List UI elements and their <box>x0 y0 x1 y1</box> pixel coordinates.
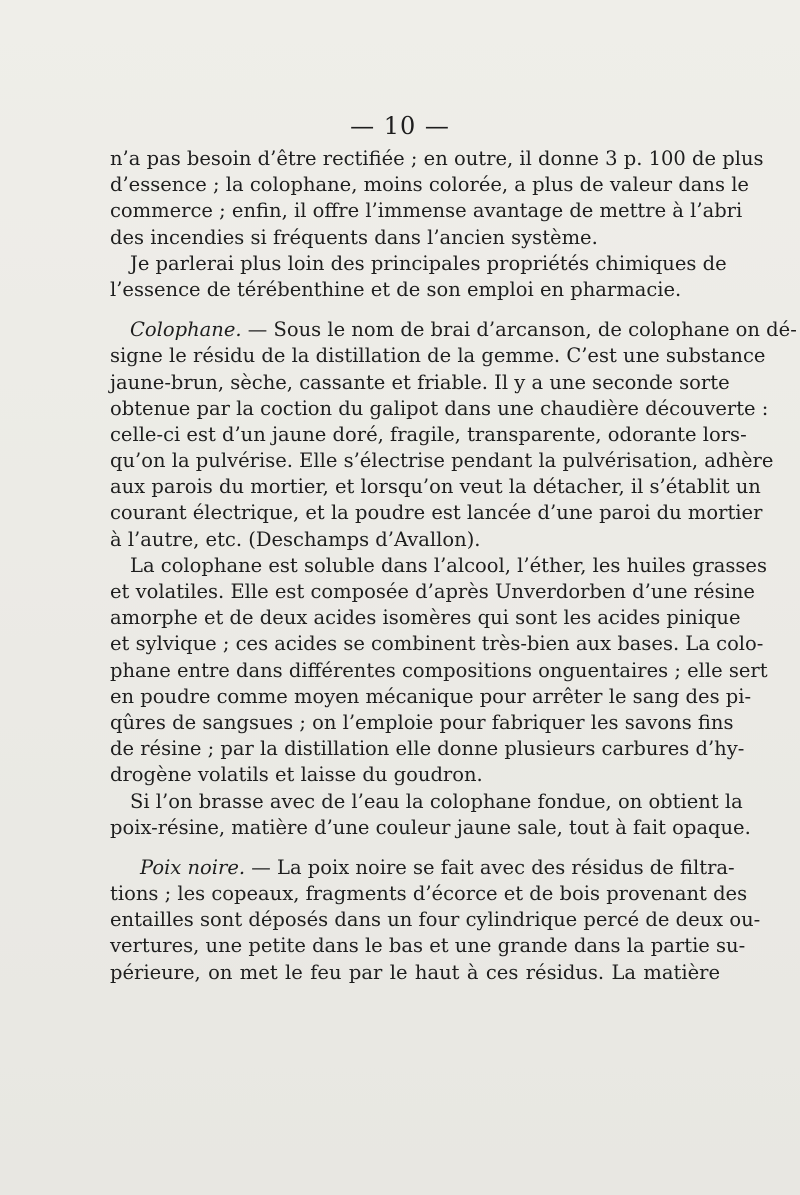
text-line: tions ; les copeaux, fragments d’écorce et de bois provenant des <box>110 882 748 906</box>
text-fragment: — Sous le nom de brai d’arcanson, de colophane on dé- <box>241 318 797 342</box>
text-line: de résine ; par la distillation elle donne plusieurs carbures d’hy- <box>110 737 745 761</box>
text-line: jaune-brun, sèche, cassante et friable. Il y a une seconde sorte <box>110 370 730 394</box>
text-line: en poudre comme moyen mécanique pour arrêter le sang des pi- <box>110 684 752 708</box>
text-line: phane entre dans différentes compositions onguentaires ; elle sert <box>110 658 768 682</box>
text-line: amorphe et de deux acides isomères qui sont les acides pinique <box>110 606 741 630</box>
section-lead-poix-noire: Poix noire. <box>140 855 246 879</box>
text-line: commerce ; enfin, il offre l’immense avantage de mettre à l’abri <box>110 199 743 223</box>
text-fragment: — La poix noire se fait avec des résidus de filtra- <box>245 855 735 879</box>
paragraph-poix-noire <box>110 855 761 986</box>
section-lead-colophane: Colophane. <box>130 318 242 342</box>
paragraph-colophane <box>110 317 797 553</box>
text-line: courant électrique, et la poudre est lancée d’une paroi du mortier <box>110 501 763 525</box>
text-line <box>110 317 797 343</box>
text-line: des incendies si fréquents dans l’ancien système. <box>110 225 598 249</box>
paragraph <box>110 553 768 789</box>
page-body <box>110 146 797 986</box>
paragraph <box>110 146 764 251</box>
page-number: — 10 — <box>350 112 450 140</box>
text-line: qu’on la pulvérise. Elle s’électrise pendant la pulvérisation, adhère <box>110 449 774 473</box>
text-line: et sylvique ; ces acides se combinent très-bien aux bases. La colo- <box>110 632 764 656</box>
paragraph-gap <box>110 841 720 855</box>
text-line: celle-ci est d’un jaune doré, fragile, transparente, odorante lors- <box>110 422 747 446</box>
text-line: signe le résidu de la distillation de la gemme. C’est une substance <box>110 344 766 368</box>
paragraph-gap <box>110 303 720 317</box>
text-line: La colophane est soluble dans l’alcool, l’éther, les huiles grasses <box>130 553 767 577</box>
text-line: obtenue par la coction du galipot dans une chaudière découverte : <box>110 396 769 420</box>
text-line: l’essence de térébenthine et de son emploi en pharmacie. <box>110 277 682 301</box>
text-line: Si l’on brasse avec de l’eau la colophane fondue, on obtient la <box>130 789 743 813</box>
text-line: n’a pas besoin d’être rectifiée ; en outre, il donne 3 p. 100 de plus <box>110 147 764 170</box>
text-line: et volatiles. Elle est composée d’après Unverdorben d’une résine <box>110 580 755 603</box>
text-line: aux parois du mortier, et lorsqu’on veut la détacher, il s’établit un <box>110 475 761 499</box>
text-line: d’essence ; la colophane, moins colorée, a plus de valeur dans le <box>110 173 749 197</box>
text-line: vertures, une petite dans le bas et une grande dans la partie su- <box>110 934 746 958</box>
paragraph <box>110 789 751 841</box>
text-line: Je parlerai plus loin des principales propriétés chimiques de <box>130 251 727 275</box>
text-line: entailles sont déposés dans un four cylindrique percé de deux ou- <box>110 908 761 932</box>
text-line: périeure, on met le feu par le haut à ces résidus. La matière <box>110 960 720 984</box>
text-line: qûres de sangsues ; on l’emploie pour fabriquer les savons fins <box>110 710 734 734</box>
text-line: à l’autre, etc. (Deschamps d’Avallon). <box>110 527 481 551</box>
text-line: poix-résine, matière d’une couleur jaune sale, tout à fait opaque. <box>110 815 751 839</box>
text-line: drogène volatils et laisse du goudron. <box>110 763 483 787</box>
paragraph <box>110 251 727 303</box>
text-line <box>110 855 735 881</box>
